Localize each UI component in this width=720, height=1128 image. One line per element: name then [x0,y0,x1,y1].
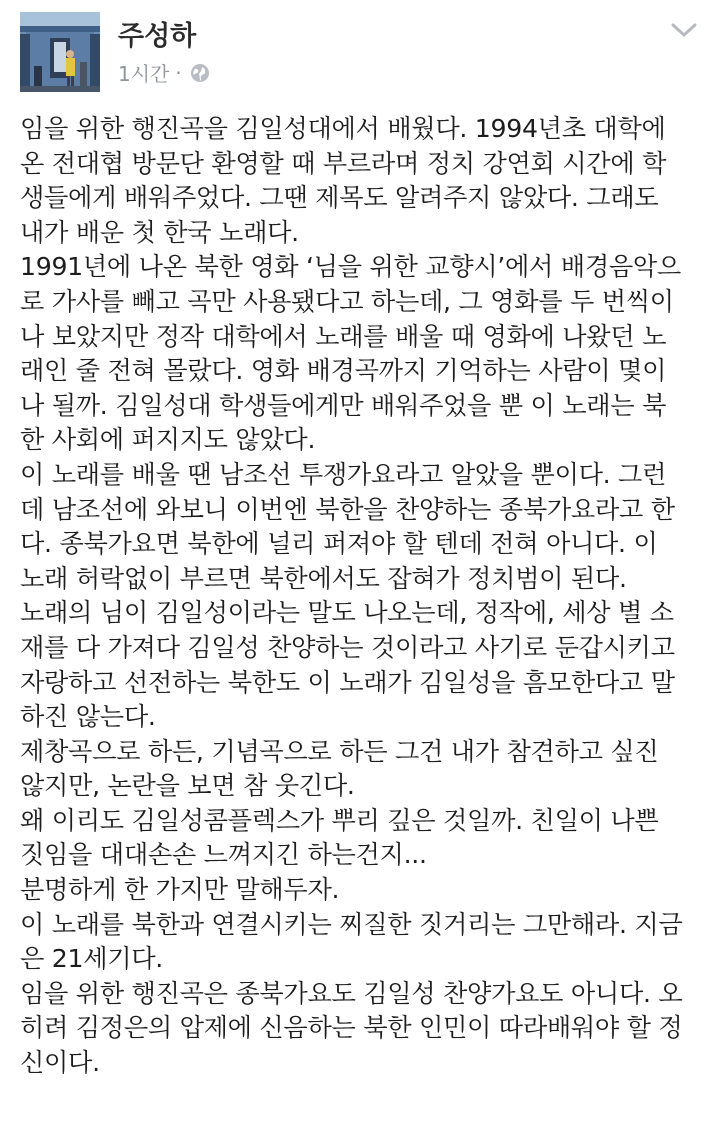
post-text-line: 않지만, 논란을 보면 참 웃긴다. [20,771,355,801]
post-text-line: 래인 줄 전혀 몰랐다. 영화 배경곡까지 기억하는 사람이 몇이 [20,356,667,386]
avatar-photo [20,12,100,92]
post-text-line: 한 사회에 퍼지지도 않았다. [20,425,316,455]
post-text-line: 자랑하고 선전하는 북한도 이 노래가 김일성을 흠모한다고 말 [20,667,675,697]
post-text-line: 나 보았지만 정작 대학에서 노래를 배울 때 영화에 나왔던 노 [20,321,667,351]
post-text-line: 생들에게 배워주었다. 그땐 제목도 알려주지 않았다. 그래도 [20,183,659,213]
post-text-line: 신이다. [20,1048,100,1078]
post-text-line: 데 남조선에 와보니 이번엔 북한을 찬양하는 종북가요라고 한 [20,494,675,524]
post-text-line: 노래의 님이 김일성이라는 말도 나오는데, 정작에, 세상 별 소 [20,598,674,628]
post-text-line: 임을 위한 행진곡은 종북가요도 김일성 찬양가요도 아니다. 오 [20,978,683,1008]
post-text-line: 1991년에 나온 북한 영화 ‘님을 위한 교향시’에서 배경음악으 [20,252,681,282]
post-text-line: 하진 않는다. [20,702,156,732]
avatar[interactable] [20,12,100,92]
post-text-line: 다. 종북가요면 북한에 널리 퍼져야 할 텐데 전혀 아니다. 이 [20,529,658,559]
post-text-line: 내가 배운 첫 한국 노래다. [20,217,299,247]
post-text-line: 재를 다 가져다 김일성 찬양하는 것이라고 사기로 둔갑시키고 [20,632,675,662]
post-text-line: 히려 김정은의 압제에 신음하는 북한 인민이 따라배워야 할 정 [20,1013,683,1043]
post-text-line: 온 전대협 방문단 환영할 때 부르라며 정치 강연회 시간에 학 [20,148,667,178]
post-text-line: 짓임을 대대손손 느껴지긴 하는건지... [20,840,427,870]
post-timestamp[interactable]: 1시간 [118,62,170,86]
chevron-down-icon[interactable] [670,20,698,40]
meta-separator: · [175,60,182,85]
post-header [0,0,720,90]
post-text-line: 노래 허락없이 부르면 북한에서도 잡혀가 정치범이 된다. [20,563,627,593]
post-text-line: 분명하게 한 가지만 말해두자. [20,875,340,905]
author-name[interactable]: 주성하 [118,21,197,52]
post-text-line: 이 노래를 배울 땐 남조선 투쟁가요라고 알았을 뿐이다. 그런 [20,459,667,489]
post-text [20,112,712,1081]
post-text-line: 나 될까. 김일성대 학생들에게만 배워주었을 뿐 이 노래는 북 [20,390,667,420]
globe-icon [190,63,210,83]
post-meta [118,58,210,87]
post-text-line: 은 21세기다. [20,944,163,974]
post-text-line: 임을 위한 행진곡을 김일성대에서 배웠다. 1994년초 대학에 [20,114,666,143]
post-text-line: 로 가사를 빼고 곡만 사용됐다고 하는데, 그 영화를 두 번씩이 [20,286,674,316]
post-text-line: 이 노래를 북한과 연결시키는 찌질한 짓거리는 그만해라. 지금 [20,909,683,939]
post-text-line: 왜 이리도 김일성콤플렉스가 뿌리 깊은 것일까. 친일이 나쁜 [20,805,659,835]
post-text-line: 제창곡으로 하든, 기념곡으로 하든 그건 내가 참견하고 싶진 [20,736,659,766]
